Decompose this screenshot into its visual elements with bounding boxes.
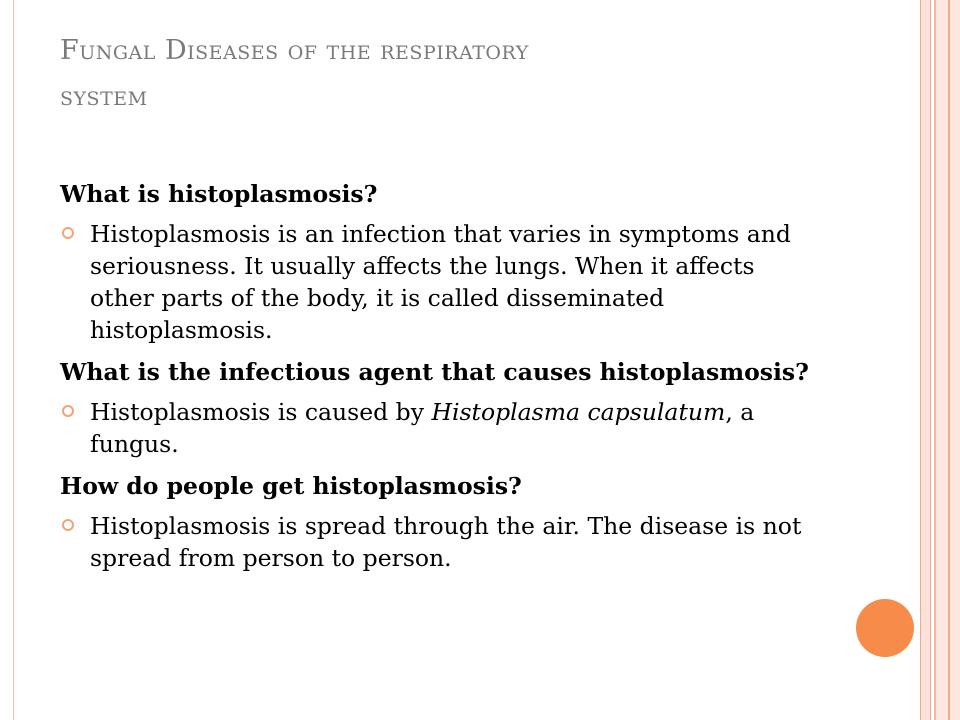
left-border-decoration bbox=[0, 0, 14, 720]
answer-3 bbox=[60, 510, 820, 574]
bullet-circle-icon bbox=[62, 405, 74, 417]
question-1-text: What is histoplasmosis? bbox=[60, 180, 378, 208]
slide-body bbox=[60, 178, 820, 584]
bullet-circle-icon bbox=[62, 227, 74, 239]
answer-1 bbox=[60, 218, 820, 346]
right-stripe-decoration bbox=[918, 0, 960, 720]
question-3-text: How do people get histoplasmosis? bbox=[60, 472, 522, 500]
question-3 bbox=[60, 470, 820, 502]
question-2 bbox=[60, 356, 820, 388]
question-2-text: What is the infectious agent that causes histoplasmosis? bbox=[60, 358, 809, 386]
title-line-2: system bbox=[60, 81, 148, 112]
answer-1-text: Histoplasmosis is an infection that varies in symptoms and seriousness. It usually affects the lungs. When it affects other parts of the body, it is called disseminated histoplasmosis. bbox=[90, 220, 791, 344]
bullet-circle-icon bbox=[62, 519, 74, 531]
answer-2 bbox=[60, 396, 820, 460]
question-1 bbox=[60, 178, 820, 210]
orange-circle-decoration bbox=[856, 599, 914, 657]
answer-3-text: Histoplasmosis is spread through the air. The disease is not spread from person to person. bbox=[90, 512, 802, 572]
answer-2-text-post: , a fungus. bbox=[90, 398, 755, 458]
answer-2-text-pre: Histoplasmosis is caused by bbox=[90, 398, 432, 426]
answer-2-text-italic: Histoplasma capsulatum bbox=[431, 398, 726, 426]
title-line-1: Fungal Diseases of the respiratory bbox=[60, 35, 529, 66]
slide-title bbox=[60, 28, 760, 120]
